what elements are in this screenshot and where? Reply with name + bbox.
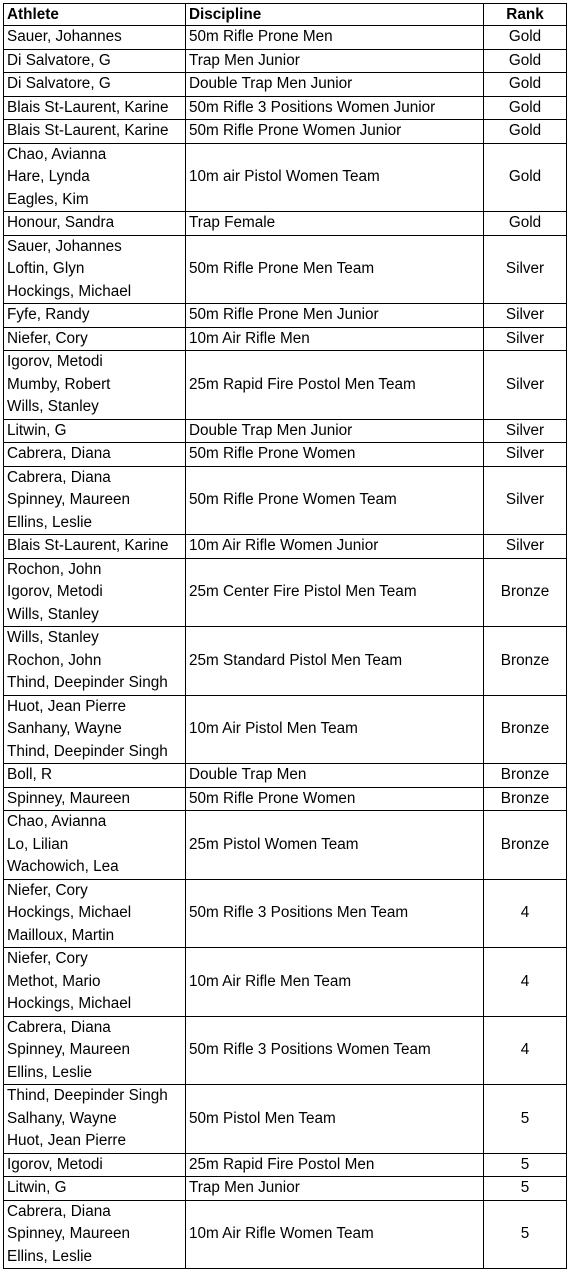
discipline-cell: Double Trap Men — [186, 764, 484, 788]
athlete-cell — [4, 948, 186, 1017]
discipline-cell: 50m Rifle Prone Men Team — [186, 235, 484, 304]
athlete-name: Blais St-Laurent, Karine — [7, 537, 169, 554]
discipline-cell: 50m Rifle Prone Men Junior — [186, 304, 484, 328]
athlete-name: Spinney, Maureen — [7, 1225, 131, 1242]
rank-cell: 4 — [484, 948, 567, 1017]
athlete-name: Rochon, John — [7, 651, 102, 669]
rank-cell: Bronze — [484, 787, 567, 811]
rank-cell: 5 — [484, 1085, 567, 1154]
athlete-name: Mumby, Robert — [7, 375, 111, 393]
athlete-name: Sanhany, Wayne — [7, 720, 122, 737]
discipline-cell: 50m Rifle Prone Women Team — [186, 466, 484, 535]
rank-cell: Gold — [484, 120, 567, 144]
athlete-cell — [4, 879, 186, 948]
discipline-cell: 10m Air Rifle Women Junior — [186, 535, 484, 559]
discipline-cell: 50m Rifle Prone Women — [186, 443, 484, 467]
table-row — [4, 948, 567, 1017]
athlete-cell — [4, 419, 186, 443]
athlete-name: Spinney, Maureen — [7, 789, 131, 807]
table-row — [4, 419, 567, 443]
athlete-column-header: Athlete — [4, 4, 186, 26]
athlete-name: Thind, Deepinder Singh — [7, 1087, 168, 1104]
rank-cell: Silver — [484, 327, 567, 351]
table-body — [4, 26, 567, 1269]
athlete-cell — [4, 212, 186, 236]
rank-cell: 4 — [484, 1016, 567, 1085]
athlete-name: Wills, Stanley — [7, 398, 99, 415]
table-row — [4, 811, 567, 880]
athlete-cell — [4, 1153, 186, 1177]
athlete-cell — [4, 96, 186, 120]
discipline-cell: 10m Air Rifle Men Team — [186, 948, 484, 1017]
discipline-cell: 10m Air Rifle Women Team — [186, 1200, 484, 1269]
rank-cell: Silver — [484, 351, 567, 420]
rank-cell: Silver — [484, 443, 567, 467]
results-table-container — [3, 3, 567, 1269]
athlete-cell — [4, 695, 186, 764]
athlete-cell — [4, 558, 186, 627]
discipline-cell: Trap Female — [186, 212, 484, 236]
athlete-name: Igorov, Metodi — [7, 583, 103, 600]
athlete-name: Sauer, Johannes — [7, 237, 122, 255]
athlete-cell — [4, 627, 186, 696]
rank-cell: Silver — [484, 466, 567, 535]
header-row — [4, 4, 567, 26]
rank-cell: Silver — [484, 304, 567, 328]
athlete-name: Salhany, Wayne — [7, 1109, 117, 1127]
discipline-cell: 50m Rifle Prone Women — [186, 787, 484, 811]
rank-cell: Gold — [484, 26, 567, 50]
discipline-cell: 50m Rifle 3 Positions Women Junior — [186, 96, 484, 120]
athlete-name: Huot, Jean Pierre — [7, 1132, 127, 1149]
discipline-cell: 25m Rapid Fire Postol Men Team — [186, 351, 484, 420]
table-row — [4, 787, 567, 811]
athlete-name: Litwin, G — [7, 421, 67, 439]
athlete-name: Hockings, Michael — [7, 282, 132, 300]
athlete-cell — [4, 327, 186, 351]
athlete-name: Igorov, Metodi — [7, 353, 103, 370]
discipline-cell: 50m Rifle 3 Positions Men Team — [186, 879, 484, 948]
rank-cell: Bronze — [484, 695, 567, 764]
rank-cell: Bronze — [484, 558, 567, 627]
athlete-cell — [4, 304, 186, 328]
athlete-name: Fyfe, Randy — [7, 306, 90, 323]
table-row — [4, 879, 567, 948]
athlete-name: Cabrera, Diana — [7, 468, 111, 486]
athlete-name: Blais St-Laurent, Karine — [7, 122, 169, 139]
table-row — [4, 49, 567, 73]
athlete-name: Igorov, Metodi — [7, 1155, 103, 1173]
rank-cell: Gold — [484, 212, 567, 236]
athlete-name: Cabrera, Diana — [7, 445, 111, 462]
athlete-name: Thind, Deepinder Singh — [7, 742, 168, 760]
table-row — [4, 143, 567, 212]
athlete-cell — [4, 120, 186, 144]
athlete-name: Lo, Lilian — [7, 835, 69, 853]
discipline-cell: 50m Rifle Prone Men — [186, 26, 484, 50]
athlete-name: Ellins, Leslie — [7, 1063, 93, 1081]
discipline-cell: 25m Pistol Women Team — [186, 811, 484, 880]
table-row — [4, 96, 567, 120]
rank-cell: Gold — [484, 96, 567, 120]
table-row — [4, 235, 567, 304]
discipline-cell: 10m air Pistol Women Team — [186, 143, 484, 212]
athlete-name: Hare, Lynda — [7, 168, 90, 185]
discipline-cell: Trap Men Junior — [186, 49, 484, 73]
athlete-name: Blais St-Laurent, Karine — [7, 98, 169, 116]
rank-cell: Gold — [484, 143, 567, 212]
athlete-cell — [4, 1200, 186, 1269]
athlete-name: Niefer, Cory — [7, 329, 88, 347]
rank-cell: Silver — [484, 419, 567, 443]
athlete-name: Wills, Stanley — [7, 629, 99, 646]
athlete-name: Thind, Deepinder Singh — [7, 674, 168, 691]
athlete-name: Hockings, Michael — [7, 904, 132, 921]
athlete-cell — [4, 235, 186, 304]
table-row — [4, 764, 567, 788]
table-row — [4, 695, 567, 764]
athlete-cell — [4, 443, 186, 467]
athlete-name: Di Salvatore, G — [7, 75, 111, 92]
athlete-name: Ellins, Leslie — [7, 513, 93, 531]
discipline-cell: 25m Center Fire Pistol Men Team — [186, 558, 484, 627]
athlete-name: Mailloux, Martin — [7, 926, 115, 944]
table-row — [4, 327, 567, 351]
rank-cell: Silver — [484, 535, 567, 559]
discipline-cell: 50m Pistol Men Team — [186, 1085, 484, 1154]
athlete-name: Sauer, Johannes — [7, 28, 122, 45]
athlete-cell — [4, 73, 186, 97]
discipline-cell: 25m Rapid Fire Postol Men — [186, 1153, 484, 1177]
table-row — [4, 1016, 567, 1085]
athlete-name: Rochon, John — [7, 560, 102, 578]
athlete-name: Honour, Sandra — [7, 214, 115, 231]
athlete-name: Cabrera, Diana — [7, 1018, 111, 1036]
table-row — [4, 558, 567, 627]
table-row — [4, 120, 567, 144]
athlete-name: Wills, Stanley — [7, 605, 99, 623]
athlete-cell — [4, 1016, 186, 1085]
athlete-name: Loftin, Glyn — [7, 260, 85, 277]
rank-cell: 5 — [484, 1200, 567, 1269]
athlete-name: Niefer, Cory — [7, 950, 88, 967]
athlete-cell — [4, 787, 186, 811]
table-row — [4, 1153, 567, 1177]
results-table — [3, 3, 567, 1269]
athlete-name: Eagles, Kim — [7, 190, 89, 208]
athlete-name: Ellins, Leslie — [7, 1247, 93, 1265]
athlete-name: Hockings, Michael — [7, 995, 132, 1012]
discipline-cell: 50m Rifle Prone Women Junior — [186, 120, 484, 144]
discipline-cell: Trap Men Junior — [186, 1177, 484, 1201]
rank-cell: 5 — [484, 1177, 567, 1201]
table-row — [4, 212, 567, 236]
discipline-column-header: Discipline — [186, 4, 484, 26]
rank-cell: 5 — [484, 1153, 567, 1177]
discipline-cell: 25m Standard Pistol Men Team — [186, 627, 484, 696]
athlete-cell — [4, 1085, 186, 1154]
rank-cell: Silver — [484, 235, 567, 304]
athlete-name: Spinney, Maureen — [7, 491, 131, 508]
table-row — [4, 466, 567, 535]
table-row — [4, 627, 567, 696]
table-row — [4, 1177, 567, 1201]
athlete-name: Methot, Mario — [7, 972, 101, 990]
discipline-cell: Double Trap Men Junior — [186, 73, 484, 97]
athlete-name: Chao, Avianna — [7, 145, 107, 163]
athlete-name: Boll, R — [7, 766, 53, 783]
table-row — [4, 1085, 567, 1154]
athlete-cell — [4, 764, 186, 788]
table-header — [4, 4, 567, 26]
athlete-cell — [4, 811, 186, 880]
rank-cell: Bronze — [484, 627, 567, 696]
athlete-cell — [4, 1177, 186, 1201]
athlete-name: Cabrera, Diana — [7, 1202, 111, 1220]
discipline-cell: 10m Air Rifle Men — [186, 327, 484, 351]
rank-cell: 4 — [484, 879, 567, 948]
discipline-cell: 50m Rifle 3 Positions Women Team — [186, 1016, 484, 1085]
rank-column-header: Rank — [484, 4, 567, 26]
athlete-name: Chao, Avianna — [7, 813, 107, 830]
rank-cell: Gold — [484, 49, 567, 73]
table-row — [4, 73, 567, 97]
table-row — [4, 535, 567, 559]
table-row — [4, 443, 567, 467]
table-row — [4, 304, 567, 328]
discipline-cell: Double Trap Men Junior — [186, 419, 484, 443]
table-row — [4, 1200, 567, 1269]
athlete-cell — [4, 49, 186, 73]
rank-cell: Gold — [484, 73, 567, 97]
table-row — [4, 351, 567, 420]
athlete-name: Litwin, G — [7, 1179, 67, 1196]
rank-cell: Bronze — [484, 811, 567, 880]
athlete-cell — [4, 466, 186, 535]
athlete-name: Di Salvatore, G — [7, 51, 111, 69]
athlete-cell — [4, 351, 186, 420]
rank-cell: Bronze — [484, 764, 567, 788]
athlete-cell — [4, 26, 186, 50]
athlete-name: Spinney, Maureen — [7, 1041, 131, 1058]
discipline-cell: 10m Air Pistol Men Team — [186, 695, 484, 764]
athlete-name: Huot, Jean Pierre — [7, 697, 127, 715]
athlete-name: Niefer, Cory — [7, 881, 88, 899]
athlete-cell — [4, 143, 186, 212]
athlete-name: Wachowich, Lea — [7, 858, 119, 875]
table-row — [4, 26, 567, 50]
athlete-cell — [4, 535, 186, 559]
